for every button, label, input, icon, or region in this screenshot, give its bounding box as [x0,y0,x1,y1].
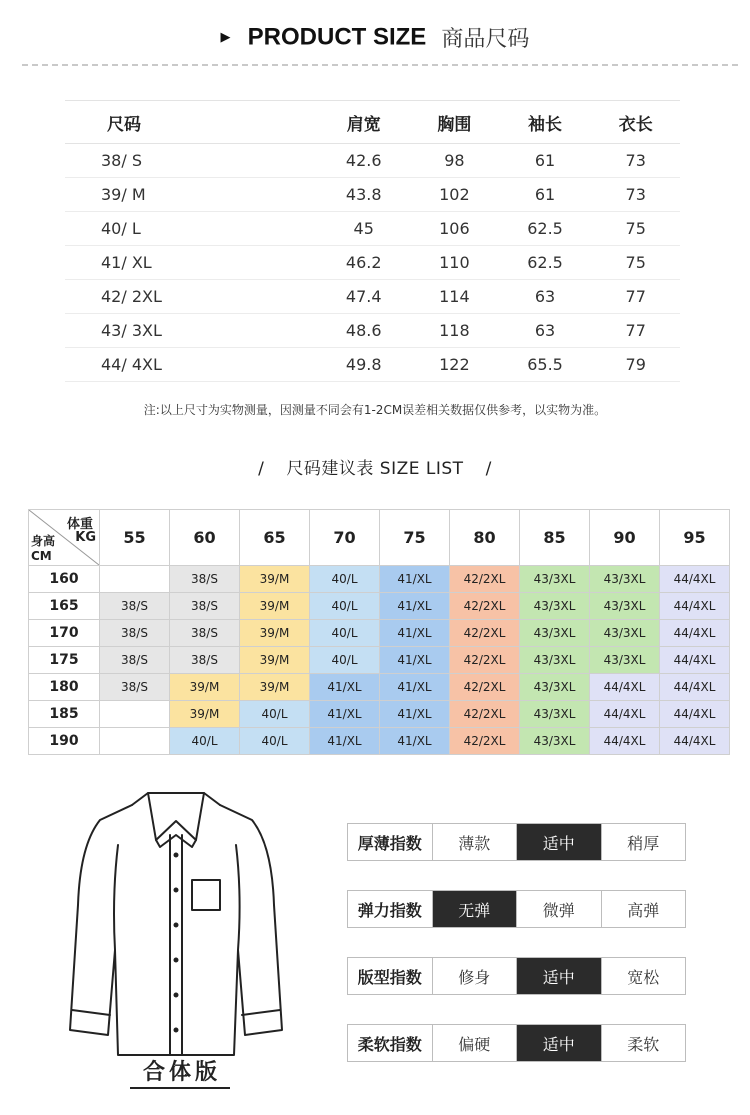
recommended-size-cell: 43/3XL [520,620,590,647]
index-row [347,823,686,861]
size-table-cell: 44/ 4XL [65,348,317,382]
recommended-size-cell: 39/M [240,593,310,620]
index-option-selected: 适中 [516,958,601,994]
recommended-size-cell: 38/S [170,647,240,674]
height-cell: 175 [29,647,100,674]
shirt-illustration [60,785,295,1070]
title-slash-right: / [485,459,492,479]
recommended-size-cell: 40/L [310,593,380,620]
recommended-size-cell: 39/M [170,674,240,701]
size-list-title [0,454,750,479]
index-option-selected: 适中 [516,824,601,860]
size-table-cell: 65.5 [499,348,592,382]
recommended-size-cell: 39/M [240,647,310,674]
recommended-size-cell: 43/3XL [590,620,660,647]
recommended-size-cell: 44/4XL [660,674,730,701]
size-table-cell: 79 [591,348,680,382]
recommended-size-cell: 40/L [310,647,380,674]
size-table-row [65,212,680,246]
index-label: 弹力指数 [357,900,422,920]
size-table-cell: 77 [591,314,680,348]
weight-header-cell: 70 [310,510,380,566]
size-table-cell: 63 [499,280,592,314]
size-table-cell: 45 [317,212,410,246]
recommended-size-cell [100,728,170,755]
height-cell: 160 [29,566,100,593]
weight-header-row [29,510,730,566]
size-table-cell: 46.2 [317,246,410,280]
height-row [29,674,730,701]
size-table-cell: 61 [499,178,592,212]
size-table-cell: 39/ M [65,178,317,212]
size-table-cell: 48.6 [317,314,410,348]
size-table-row [65,280,680,314]
recommended-size-cell: 41/XL [380,593,450,620]
height-cell: 180 [29,674,100,701]
recommended-size-cell: 44/4XL [660,647,730,674]
title-slash-left: / [258,459,265,479]
index-option: 薄款 [432,824,517,860]
recommended-size-cell: 40/L [240,728,310,755]
height-row [29,728,730,755]
height-row [29,566,730,593]
size-table-cell: 42.6 [317,144,410,178]
recommended-size-cell: 41/XL [310,674,380,701]
recommended-size-cell: 38/S [170,620,240,647]
recommended-size-cell: 41/XL [380,647,450,674]
header-size: 尺码 [65,101,317,144]
size-table-cell: 49.8 [317,348,410,382]
height-cell: 190 [29,728,100,755]
size-table-cell: 63 [499,314,592,348]
recommended-size-cell: 43/3XL [520,566,590,593]
size-table-row [65,348,680,382]
recommended-size-cell: 44/4XL [660,593,730,620]
size-table-cell: 42/ 2XL [65,280,317,314]
height-cell: 165 [29,593,100,620]
size-table-cell: 47.4 [317,280,410,314]
recommended-size-cell: 44/4XL [660,566,730,593]
height-row [29,647,730,674]
size-table-cell: 98 [410,144,499,178]
recommended-size-cell: 38/S [100,647,170,674]
recommended-size-cell: 38/S [170,593,240,620]
size-table-row [65,314,680,348]
recommended-size-cell [100,566,170,593]
recommended-size-cell: 42/2XL [450,647,520,674]
size-table-cell: 77 [591,280,680,314]
recommended-size-cell: 42/2XL [450,620,520,647]
size-table-cell: 106 [410,212,499,246]
recommended-size-cell: 38/S [170,566,240,593]
header-sleeve: 袖长 [499,101,592,144]
index-row [347,957,686,995]
title-en: PRODUCT SIZE [247,23,427,51]
index-label: 版型指数 [357,967,422,987]
grid-corner [29,510,100,566]
recommended-size-cell: 44/4XL [660,701,730,728]
size-recommendation-grid [28,509,730,755]
recommended-size-cell: 43/3XL [590,647,660,674]
index-option: 修身 [432,958,517,994]
weight-header-cell: 65 [240,510,310,566]
recommended-size-cell: 40/L [170,728,240,755]
size-table-cell: 40/ L [65,212,317,246]
triangle-right-icon: ▶ [220,30,231,45]
size-table-cell: 41/ XL [65,246,317,280]
size-table-cell: 75 [591,212,680,246]
recommended-size-cell: 41/XL [380,674,450,701]
index-label: 厚薄指数 [357,833,422,853]
size-table-cell: 110 [410,246,499,280]
measurement-note: 注:以上尺寸为实物测量，因测量不同会有1-2CM误差相关数据仅供参考，以实物为准。 [143,403,607,417]
weight-header-cell: 60 [170,510,240,566]
recommended-size-cell: 44/4XL [590,701,660,728]
index-option: 宽松 [601,958,686,994]
recommended-size-cell: 43/3XL [520,701,590,728]
page-header [0,22,750,58]
header-shoulder: 肩宽 [317,101,410,144]
size-table-header [65,101,680,144]
dashed-divider [22,64,738,66]
height-cell: 170 [29,620,100,647]
recommended-size-cell: 43/3XL [520,674,590,701]
corner-cm-label: CM [31,549,52,563]
recommended-size-cell: 41/XL [380,728,450,755]
recommended-size-cell: 38/S [100,674,170,701]
size-list-title-text: 尺码建议表 SIZE LIST [286,459,464,479]
weight-header-cell: 80 [450,510,520,566]
recommended-size-cell: 44/4XL [590,728,660,755]
recommended-size-cell: 39/M [240,674,310,701]
recommended-size-cell: 44/4XL [590,674,660,701]
index-row [347,890,686,928]
size-table-cell: 118 [410,314,499,348]
recommended-size-cell: 42/2XL [450,701,520,728]
recommended-size-cell: 43/3XL [520,593,590,620]
size-table-row [65,178,680,212]
recommended-size-cell: 43/3XL [590,566,660,593]
size-table-cell: 73 [591,144,680,178]
recommended-size-cell: 39/M [240,566,310,593]
size-table-cell: 62.5 [499,246,592,280]
recommended-size-cell: 41/XL [310,701,380,728]
size-table-cell: 61 [499,144,592,178]
index-row [347,1024,686,1062]
height-cell: 185 [29,701,100,728]
corner-height-label: 身高 [31,534,56,548]
index-option: 柔软 [601,1025,686,1061]
corner-weight-label: 体重 [66,517,93,532]
height-row [29,593,730,620]
size-table-row [65,144,680,178]
fit-label-underline [130,1087,230,1089]
title-cn: 商品尺码 [441,27,530,52]
index-option-selected: 无弹 [432,891,517,927]
recommended-size-cell: 40/L [310,566,380,593]
weight-header-cell: 85 [520,510,590,566]
recommended-size-cell [100,701,170,728]
recommended-size-cell: 41/XL [380,566,450,593]
index-option: 微弹 [516,891,601,927]
size-table-cell: 43/ 3XL [65,314,317,348]
header-length: 衣长 [591,101,680,144]
size-table-cell: 62.5 [499,212,592,246]
recommended-size-cell: 42/2XL [450,674,520,701]
recommended-size-cell: 39/M [170,701,240,728]
size-table-cell: 114 [410,280,499,314]
header-chest: 胸围 [410,101,499,144]
recommended-size-cell: 43/3XL [520,647,590,674]
size-table-row [65,246,680,280]
fit-label: 合体版 [142,1060,221,1085]
index-option-selected: 适中 [516,1025,601,1061]
weight-header-cell: 75 [380,510,450,566]
size-table-cell: 102 [410,178,499,212]
recommended-size-cell: 40/L [310,620,380,647]
recommended-size-cell: 39/M [240,620,310,647]
recommended-size-cell: 38/S [100,620,170,647]
recommended-size-cell: 40/L [240,701,310,728]
recommended-size-cell: 42/2XL [450,566,520,593]
recommended-size-cell: 43/3XL [520,728,590,755]
recommended-size-cell: 41/XL [380,620,450,647]
weight-header-cell: 90 [590,510,660,566]
size-table [65,100,680,382]
recommended-size-cell: 38/S [100,593,170,620]
recommended-size-cell: 43/3XL [590,593,660,620]
size-table-cell: 43.8 [317,178,410,212]
weight-header-cell: 95 [660,510,730,566]
size-table-cell: 38/ S [65,144,317,178]
index-label: 柔软指数 [357,1034,422,1054]
recommended-size-cell: 41/XL [380,701,450,728]
recommended-size-cell: 44/4XL [660,728,730,755]
height-row [29,701,730,728]
index-option: 偏硬 [432,1025,517,1061]
size-table-cell: 73 [591,178,680,212]
weight-header-cell: 55 [100,510,170,566]
recommended-size-cell: 42/2XL [450,728,520,755]
size-table-cell: 122 [410,348,499,382]
height-row [29,620,730,647]
recommended-size-cell: 42/2XL [450,593,520,620]
size-table-cell: 75 [591,246,680,280]
recommended-size-cell: 41/XL [310,728,380,755]
corner-kg-label: KG [75,530,96,545]
index-option: 高弹 [601,891,686,927]
index-option: 稍厚 [601,824,686,860]
recommended-size-cell: 44/4XL [660,620,730,647]
